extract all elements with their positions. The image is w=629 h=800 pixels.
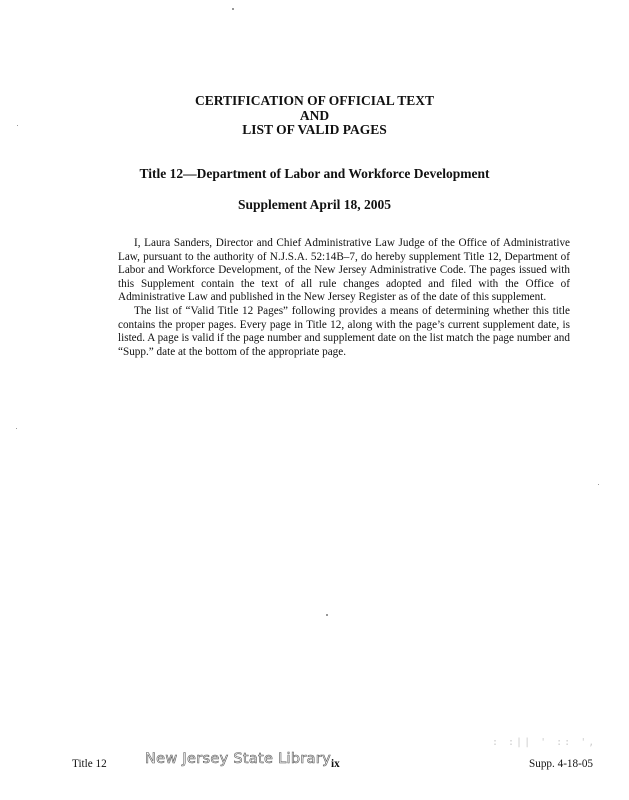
scan-speck [598,484,599,485]
scan-speck [326,614,328,616]
page-heading-line-1: CERTIFICATION OF OFFICIAL TEXT [195,93,434,108]
library-watermark-stamp: New Jersey State Library [145,751,331,767]
footer-page-number: ix [331,758,340,770]
footer-supplement-label: Supp. 4-18-05 [529,758,594,770]
scan-speck [16,428,17,429]
certification-paragraph: I, Laura Sanders, Director and Chief Administrative Law Judge of the Office of Administrative Law, pursuant to the authority of N.J.S.A. 52:14B–7, do hereby supplement Title 12, Department of Labor and Workforce Development, of the New Jersey Administrative Code. The pages issued with this Supplement contain the text of all rule changes adopted and filed with the Office of Administrative Law and published in the New Jersey Register as of the date of this supplement. [118,237,570,304]
scan-speck [232,8,234,10]
scan-speck [17,125,18,126]
footer-title-label: Title 12 [72,758,107,770]
title-heading: Title 12—Department of Labor and Workforce Development [139,166,490,181]
page-heading-line-3: LIST OF VALID PAGES [242,122,387,137]
valid-pages-paragraph: The list of “Valid Title 12 Pages” following provides a means of determining whether this title contains the proper pages. Every page in Title 12, along with the page’s current supplement date, is listed. A page is valid if the page number and supplement date on the list match the page number and “Supp.” date at the bottom of the appropriate page. [118,305,570,358]
page-heading-line-2: AND [299,108,330,123]
supplement-date-heading: Supplement April 18, 2005 [237,197,392,212]
scan-artifact: : :|| ' :: ', [492,737,597,748]
